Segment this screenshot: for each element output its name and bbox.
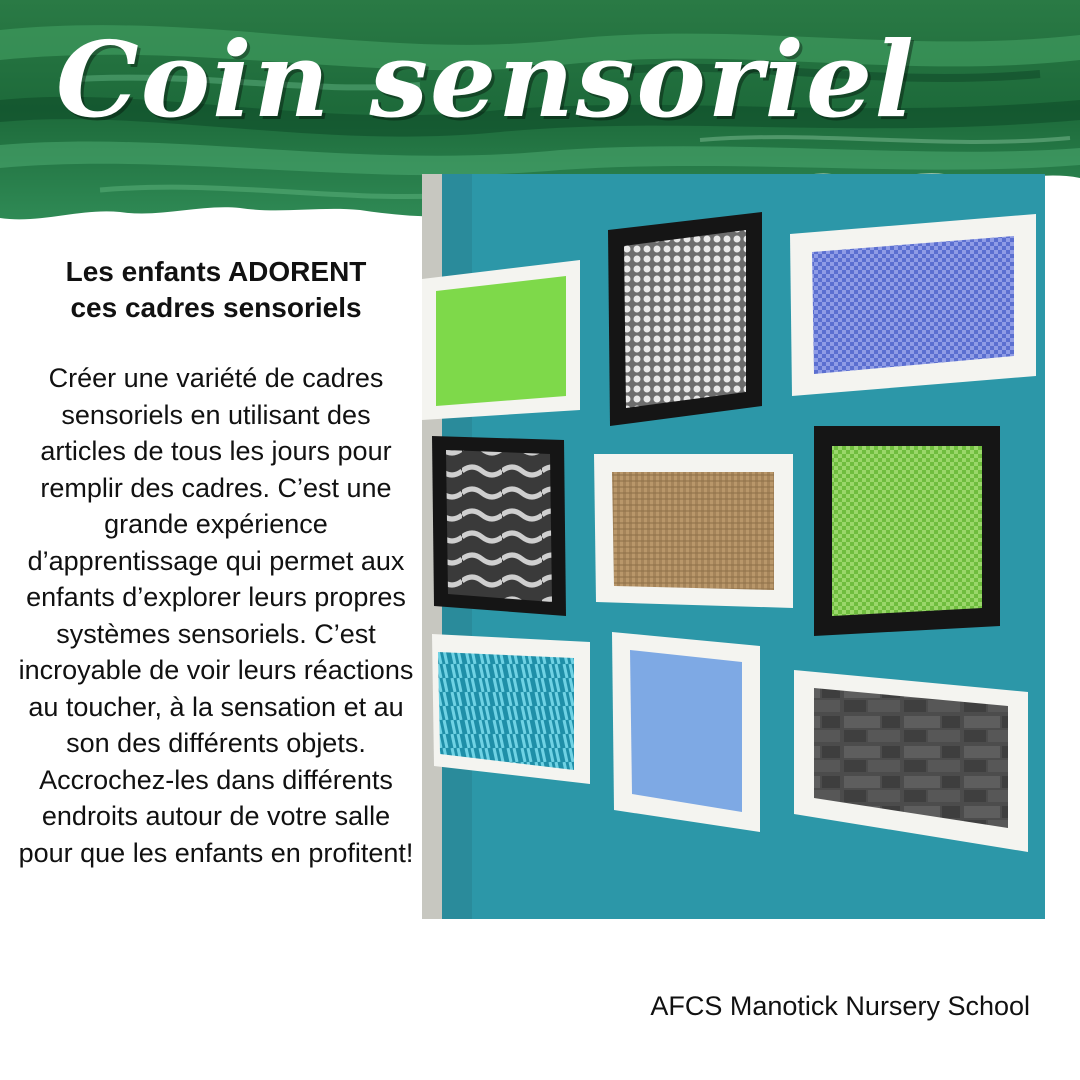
section-heading	[18, 254, 414, 326]
frames-illustration	[422, 174, 1045, 919]
heading-line-2: ces cadres sensoriels	[70, 292, 362, 323]
frame-sequins	[608, 212, 762, 426]
frame-teal-shag	[432, 634, 590, 784]
page-title: Coin sensoriel	[56, 18, 916, 141]
frame-green-felt	[422, 260, 580, 420]
frame-wavy	[432, 436, 566, 616]
text-column	[18, 254, 414, 871]
credit-text: AFCS Manotick Nursery School	[650, 991, 1030, 1021]
frame-green-mesh	[814, 426, 1000, 636]
body-paragraph: Créer une variété de cadres sensoriels en utilisant des articles de tous les jours pour remplir des cadres. C’est une grande expérience d’apprentissage qui permet aux enfants d’explorer leurs propres systèmes sensoriels. C’est incroyable de voir leurs réactions au toucher, à la sensation et au son des différents objets. Accrochez-les dans différents endroits autour de votre salle pour que les enfants en profitent!	[18, 363, 414, 868]
frame-burlap	[594, 454, 793, 608]
sensory-frames-photo	[422, 174, 1045, 919]
frame-blue-mesh	[790, 214, 1036, 396]
frame-blue-fabric	[612, 632, 760, 832]
heading-line-1: Les enfants ADORENT	[65, 256, 367, 287]
